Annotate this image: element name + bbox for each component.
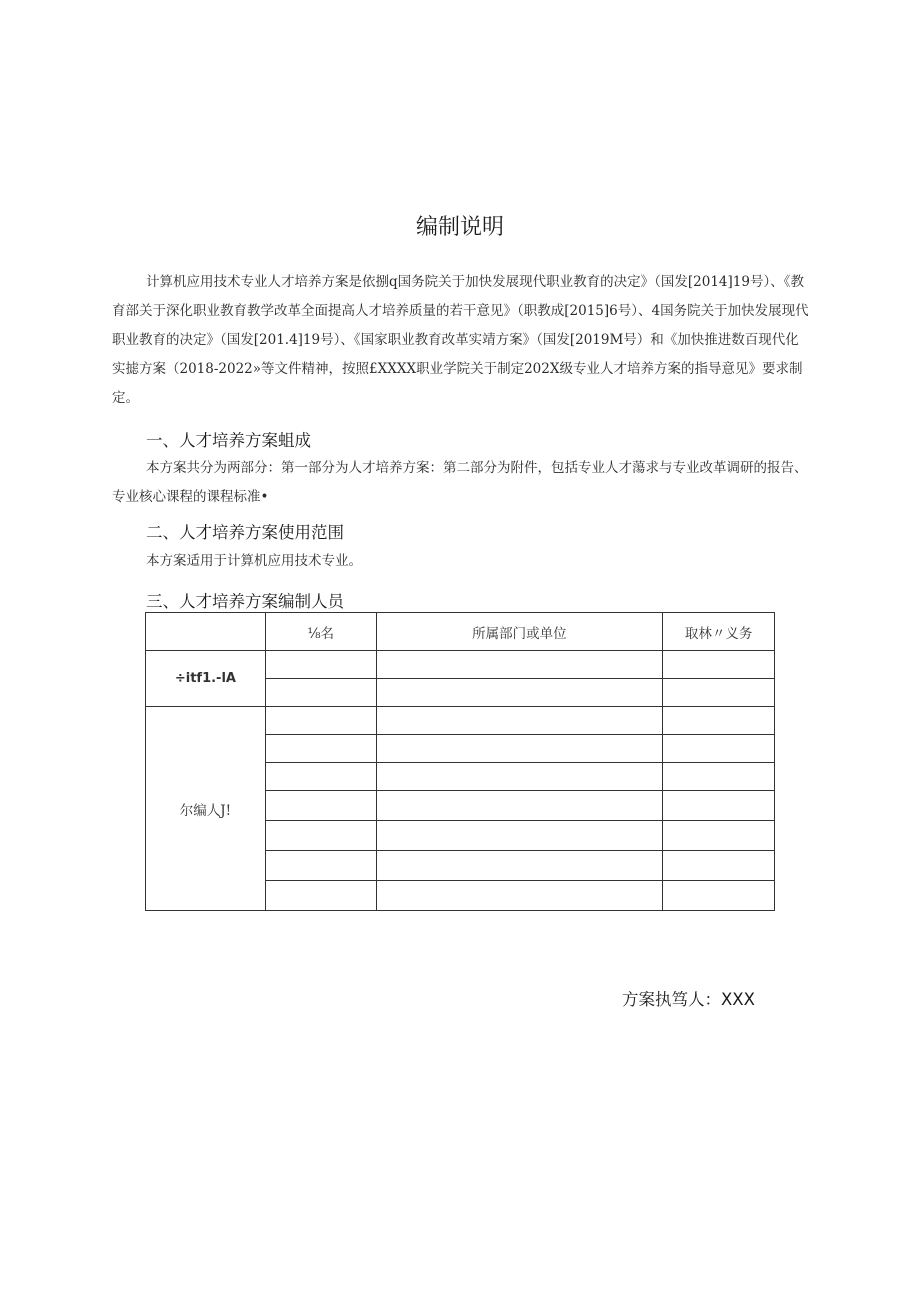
intro-paragraph: 计算机应用技术专业人才培养方案是依捌q国务院关于加快发展现代职业教育的决定》（国发[2014]19号）、《教育部关于深化职业教育教学改革全面提高人才培养质量的若干意见》（职教成[2015]6号）、4国务院关于加快发展现代职业教育的决定》（国发[201.4]19号）、《国家职业教育改革实靖方案》（国发[2019M号）和《加快推进数百现代化实摅方案（2018-2022»等文件精神，按照£XXXX职业学院关于制定202X级专业人才培养方案的指导意见》要求制定。: [112, 274, 809, 406]
table-cell: [376, 821, 662, 851]
staff-table: [145, 612, 775, 911]
table-cell: [663, 679, 775, 707]
table-cell: [376, 651, 662, 679]
table-row: [146, 707, 775, 735]
table-cell: [376, 881, 662, 911]
table-cell: [265, 821, 376, 851]
table-row: [146, 651, 775, 679]
table-cell: [663, 707, 775, 735]
role-cell-editors: 尔编人J!: [146, 707, 266, 911]
section-2-body: 本方案适用于计算机应用技术专业。: [146, 553, 362, 569]
table-cell: [663, 791, 775, 821]
table-cell: [265, 651, 376, 679]
table-cell: [376, 791, 662, 821]
section-1-body: 本方案共分为两部分：第一部分为人才培养方案：第二部分为附件，包括专业人才蕩求与专业改革调研的报告、专业核心课程的课程标准•: [112, 460, 808, 505]
table-cell: [265, 679, 376, 707]
table-cell: [376, 735, 662, 763]
table-header-cell: 所属部门或单位: [376, 613, 662, 651]
document-title: 编制说明: [415, 215, 504, 240]
table-cell: [376, 679, 662, 707]
table-header-row: [146, 613, 775, 651]
table-cell: [376, 763, 662, 791]
table-cell: [663, 763, 775, 791]
table-cell: [265, 851, 376, 881]
table-cell: [663, 735, 775, 763]
table-cell: [376, 707, 662, 735]
table-cell: [265, 735, 376, 763]
table-cell: [265, 763, 376, 791]
table-header-cell: [146, 613, 266, 651]
table-cell: [265, 881, 376, 911]
table-header-cell: 取林〃义务: [663, 613, 775, 651]
table-cell: [663, 881, 775, 911]
table-cell: [663, 651, 775, 679]
role-cell-chief-editor: ÷itf1.-lA: [146, 651, 266, 707]
section-3-heading: 三、人才培养方案编制人员: [146, 592, 344, 611]
table-cell: [265, 791, 376, 821]
table-cell: [265, 707, 376, 735]
table-cell: [376, 851, 662, 881]
section-1-heading: 一、人才培养方案蛆成: [146, 431, 311, 450]
section-2-heading: 二、人才培养方案使用范围: [146, 523, 344, 542]
table-cell: [663, 851, 775, 881]
table-header-cell: ⅛名: [265, 613, 376, 651]
table-cell: [663, 821, 775, 851]
signature-line: 方案执笃人：XXX: [622, 990, 755, 1009]
